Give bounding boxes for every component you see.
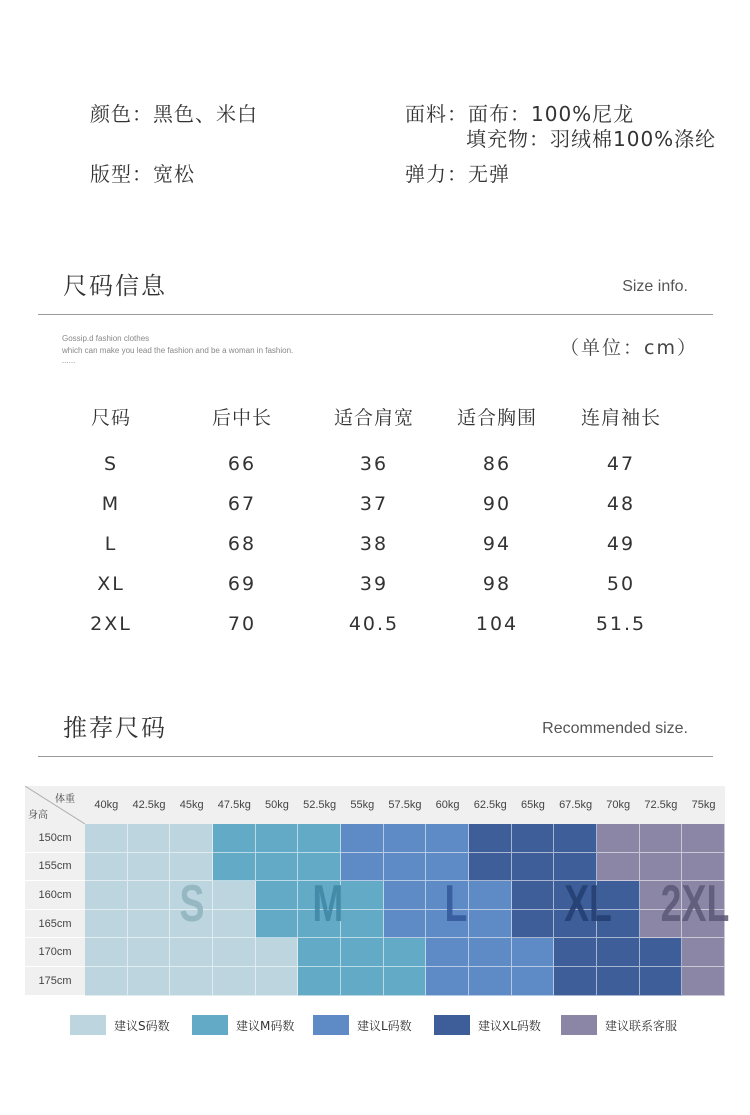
weight-header: 65kg — [512, 786, 555, 824]
value-cell: 50 — [606, 573, 636, 595]
grid-cell — [512, 824, 555, 853]
weight-header: 40kg — [85, 786, 128, 824]
spec-fabric-shell: 面料：面布：100%尼龙 — [405, 102, 635, 126]
weight-header: 47.5kg — [213, 786, 256, 824]
weight-header: 67.5kg — [554, 786, 597, 824]
header-back-length: 后中长 — [211, 406, 272, 429]
legend-item-l — [313, 1015, 412, 1035]
tagline-line-2: which can make you lead the fashion and be a woman in fashion. — [62, 346, 294, 355]
table-row — [50, 444, 684, 484]
size-cell: L — [104, 533, 118, 555]
grid-cell — [85, 910, 128, 939]
weight-header: 72.5kg — [640, 786, 683, 824]
grid-cell — [682, 967, 725, 996]
tagline-line-1: Gossip.d fashion clothes — [62, 334, 150, 343]
value-cell: 90 — [482, 493, 512, 515]
grid-cell — [341, 967, 384, 996]
spec-fabric-fill: 填充物：羽绒棉100%涤纶 — [466, 127, 717, 151]
grid-cell — [384, 824, 427, 853]
grid-cell — [682, 938, 725, 967]
weight-header: 70kg — [597, 786, 640, 824]
legend-item-m — [192, 1015, 294, 1035]
size-table — [50, 396, 684, 644]
legend-swatch — [70, 1015, 106, 1035]
legend-swatch — [192, 1015, 228, 1035]
value-cell: 39 — [359, 573, 389, 595]
size-watermark: S — [179, 875, 205, 933]
grid-cell — [512, 938, 555, 967]
value-cell: 98 — [482, 573, 512, 595]
value-cell: 36 — [359, 453, 389, 475]
value-cell: 51.5 — [595, 613, 647, 635]
grid-cell — [298, 938, 341, 967]
unit-label: （单位：cm） — [560, 337, 698, 359]
legend-item-xl — [434, 1015, 541, 1035]
recommend-grid — [25, 786, 730, 996]
grid-cell — [213, 824, 256, 853]
grid-cell — [170, 938, 213, 967]
grid-cell — [554, 824, 597, 853]
grid-cell — [128, 938, 171, 967]
table-row — [50, 604, 684, 644]
table-row — [50, 524, 684, 564]
legend-label: 建议S码数 — [114, 1018, 170, 1033]
size-info-title: 尺码信息 — [63, 272, 167, 300]
size-watermark: XL — [564, 875, 613, 933]
weight-header: 55kg — [341, 786, 384, 824]
size-watermark: M — [312, 875, 344, 933]
weight-header: 62.5kg — [469, 786, 512, 824]
weight-header: 52.5kg — [298, 786, 341, 824]
grid-cell — [85, 938, 128, 967]
value-cell: 104 — [475, 613, 519, 635]
legend-item-contact — [561, 1015, 677, 1035]
value-cell: 37 — [359, 493, 389, 515]
grid-cell — [597, 824, 640, 853]
spec-fit: 版型：宽松 — [90, 162, 195, 186]
grid-cell — [554, 967, 597, 996]
size-table-header-row — [50, 396, 684, 436]
grid-cell — [85, 881, 128, 910]
value-cell: 47 — [606, 453, 636, 475]
grid-cell — [640, 967, 683, 996]
corner-height-label: 身高 — [28, 810, 48, 821]
legend-swatch — [561, 1015, 597, 1035]
grid-corner — [25, 786, 85, 824]
size-watermark: L — [444, 875, 468, 933]
grid-cell — [341, 938, 384, 967]
grid-cell — [384, 938, 427, 967]
weight-header: 75kg — [682, 786, 725, 824]
legend-label: 建议XL码数 — [478, 1018, 541, 1033]
grid-cell — [170, 824, 213, 853]
recommend-divider — [38, 756, 713, 757]
value-cell: 69 — [227, 573, 257, 595]
grid-cell — [469, 824, 512, 853]
grid-cell — [128, 967, 171, 996]
header-size: 尺码 — [90, 406, 131, 429]
value-cell: 94 — [482, 533, 512, 555]
legend-swatch — [313, 1015, 349, 1035]
grid-cell — [640, 824, 683, 853]
value-cell: 86 — [482, 453, 512, 475]
grid-cell — [682, 824, 725, 853]
size-watermark: 2XL — [660, 875, 730, 933]
height-header: 175cm — [25, 967, 85, 996]
grid-cell — [128, 824, 171, 853]
corner-weight-label: 体重 — [55, 794, 75, 805]
grid-cell — [597, 967, 640, 996]
height-header: 170cm — [25, 938, 85, 967]
grid-cell — [256, 938, 299, 967]
weight-header: 60kg — [426, 786, 469, 824]
grid-cell — [256, 824, 299, 853]
grid-cell — [512, 967, 555, 996]
grid-cell — [85, 853, 128, 882]
legend-item-s — [70, 1015, 170, 1035]
grid-cell — [469, 938, 512, 967]
grid-cell — [213, 967, 256, 996]
grid-cell — [426, 938, 469, 967]
grid-cell — [298, 824, 341, 853]
size-cell: 2XL — [90, 613, 132, 635]
header-sleeve: 连肩袖长 — [580, 406, 661, 429]
grid-cell — [426, 967, 469, 996]
grid-cell — [85, 824, 128, 853]
weight-header: 45kg — [170, 786, 213, 824]
grid-cell — [341, 824, 384, 853]
spec-elasticity: 弹力：无弹 — [405, 162, 510, 186]
height-header: 160cm — [25, 881, 85, 910]
grid-cell — [640, 938, 683, 967]
legend-label: 建议L码数 — [357, 1018, 412, 1033]
height-header: 150cm — [25, 824, 85, 853]
size-info-title-en: Size info. — [622, 278, 688, 295]
table-row — [50, 564, 684, 604]
value-cell: 68 — [227, 533, 257, 555]
grid-cell — [384, 967, 427, 996]
value-cell: 67 — [227, 493, 257, 515]
grid-cell — [85, 967, 128, 996]
grid-cell — [298, 967, 341, 996]
recommend-title-en: Recommended size. — [542, 720, 688, 737]
value-cell: 40.5 — [348, 613, 400, 635]
height-header: 155cm — [25, 853, 85, 882]
size-cell: XL — [97, 573, 125, 595]
value-cell: 48 — [606, 493, 636, 515]
grid-cell — [554, 938, 597, 967]
legend-label: 建议联系客服 — [605, 1018, 678, 1033]
value-cell: 49 — [606, 533, 636, 555]
grid-cell — [469, 967, 512, 996]
value-cell: 38 — [359, 533, 389, 555]
size-cell: S — [103, 453, 119, 475]
weight-header: 50kg — [256, 786, 299, 824]
legend-label: 建议M码数 — [236, 1018, 295, 1033]
value-cell: 66 — [227, 453, 257, 475]
table-row — [50, 484, 684, 524]
weight-header: 57.5kg — [384, 786, 427, 824]
height-header: 165cm — [25, 910, 85, 939]
recommend-title: 推荐尺码 — [63, 714, 167, 742]
weight-header: 42.5kg — [128, 786, 171, 824]
value-cell: 70 — [227, 613, 257, 635]
header-chest: 适合胸围 — [456, 406, 537, 429]
size-cell: M — [101, 493, 121, 515]
grid-cell — [426, 824, 469, 853]
spec-color: 颜色：黑色、米白 — [90, 102, 258, 126]
grid-cell — [597, 938, 640, 967]
tagline-line-3: ...... — [62, 356, 76, 365]
grid-cell — [256, 967, 299, 996]
legend-swatch — [434, 1015, 470, 1035]
grid-cell — [170, 967, 213, 996]
size-info-divider — [38, 314, 713, 315]
grid-cell — [213, 938, 256, 967]
header-shoulder: 适合肩宽 — [333, 406, 414, 429]
